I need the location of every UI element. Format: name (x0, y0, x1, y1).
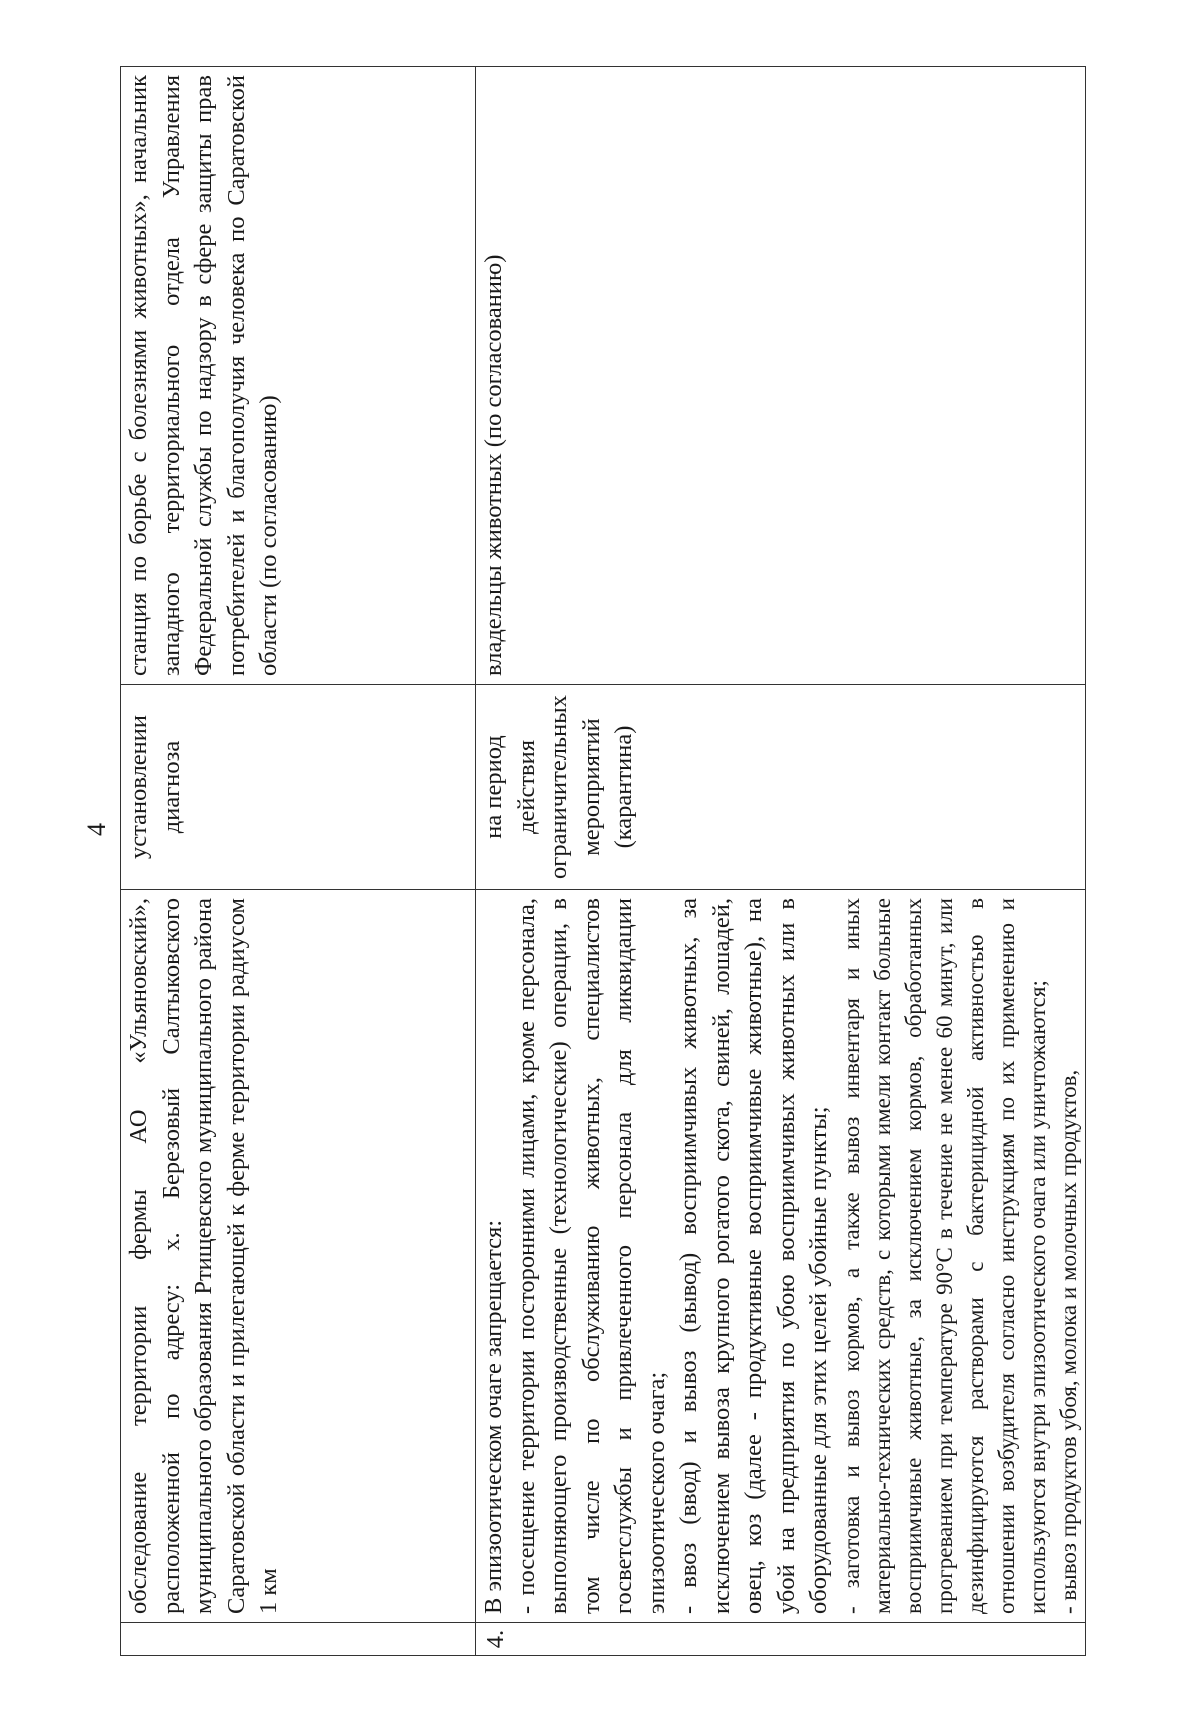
measure-item: - посещение территории посторонними лицами, кроме персонала, выполняющего производственные (технологические) операции, в том числе по обслуживанию животных, специалистов госветслужбы и привлеченного персонала для ликвидации эпизоотического очага; (512, 898, 670, 1614)
measure-cell (476, 889, 1085, 1622)
measure-intro: В эпизоотическом очаге запрещается: (480, 1219, 507, 1614)
measure-item: - вывоз продуктов убоя, молока и молочных продуктов, (1055, 1069, 1081, 1614)
measure-item: - ввоз (ввод) и вывоз (вывод) восприимчивых животных, за исключением вывоза крупного рогатого скота, свиней, лошадей, овец, коз (далее - продуктивные восприимчивые животные), на убой на предприятия по убою восприимчивых животных или в оборудованные для этих целей убойные пункты; (675, 898, 832, 1614)
measures-table (120, 66, 1086, 1656)
page-number: 4 (82, 823, 111, 836)
term-cell: на период действия ограничительных мероприятий (карантина) (476, 684, 1085, 889)
measure-item: - заготовка и вывоз кормов, а также вывоз инвентаря и иных материально-технических средств, с которыми имели контакт больные восприимчивые животные, за исключением кормов, обработанных прогреванием при температуре 90°С в течение не менее 60 минут, или дезинфицируются растворами с бактерицидной активностью в отношении возбудителя согласно инструкциям по их применению и используются внутри эпизоотического очага или уничтожаются; (838, 898, 1050, 1614)
term-cell: установлении диагноза (121, 684, 476, 889)
responsible-cell: владельцы животных (по согласованию) (480, 254, 507, 676)
row-number-cell: 4. (476, 1622, 1085, 1655)
measure-cell: обследование территории фермы АО «Ульяновский», расположенной по адресу: х. Березовый Салтыковского муниципального образования Ртищевского муниципального района Саратовской области и прилегающей к ферме территории радиусом 1 км (121, 889, 476, 1622)
row-number-cell (121, 1622, 476, 1655)
responsible-cell: станция по борьбе с болезнями животных», начальник западного территориального отдела Управления Федеральной службы по надзору в сфере защиты прав потребителей и благополучия человека по Саратовской области (по согласованию) (121, 67, 476, 684)
